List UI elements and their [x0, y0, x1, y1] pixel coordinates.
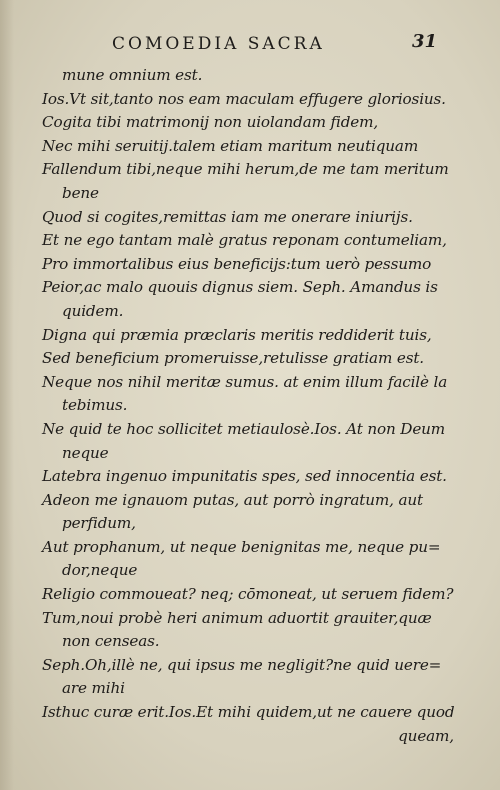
text-line: are mihi	[62, 679, 125, 698]
text-line: Tum,noui probè heri animum aduortit grauiter,quæ	[42, 608, 432, 627]
text-line: Religio commoueat? neq; cōmoneat, ut seruem fidem?	[42, 585, 454, 604]
text-line: neque	[62, 443, 109, 462]
text-line: perfidum,	[62, 514, 136, 533]
text-line: dor,neque	[62, 561, 138, 580]
text-line: Nec mihi seruitij.talem etiam maritum neutiquam	[42, 136, 419, 155]
text-line: Ne quid te hoc sollicitet metiaulosè.Ios. At non Deum	[42, 419, 446, 438]
text-line: Neque nos nihil meritæ sumus. at enim illum facilè la	[42, 372, 448, 391]
running-title: COMOEDIA SACRA	[112, 34, 325, 54]
text-block	[42, 64, 462, 748]
text-line: Cogita tibi matrimonij non uiolandam fidem,	[42, 113, 379, 132]
text-line: Latebra ingenuo impunitatis spes, sed innocentia est.	[42, 467, 447, 486]
page-gutter-shadow	[0, 0, 14, 790]
text-line: quidem.	[62, 301, 124, 320]
text-line: non censeas.	[62, 632, 160, 651]
page-number: 31	[412, 31, 438, 52]
text-line: Digna qui præmia præclaris meritis reddiderit tuis,	[42, 325, 432, 344]
text-line: Peior,ac malo quouis dignus siem. Seph. Amandus is	[42, 278, 438, 297]
text-line: Adeon me ignauom putas, aut porrò ingratum, aut	[42, 490, 423, 509]
text-line: Ios.Vt sit,tanto nos eam maculam effugere gloriosius.	[42, 89, 446, 108]
text-line: Pro immortalibus eius beneficijs:tum uerò pessumo	[42, 254, 432, 273]
text-line: Aut prophanum, ut neque benignitas me, neque pu=	[42, 537, 441, 556]
text-line: Fallendum tibi,neque mihi herum,de me tam meritum	[42, 160, 449, 179]
text-line: mune omnium est.	[62, 66, 203, 84]
text-line: queam,	[398, 726, 454, 745]
text-line: Seph.Oh,illè ne, qui ipsus me negligit?ne quid uere=	[42, 655, 442, 674]
text-line: Isthuc curæ erit.Ios.Et mihi quidem,ut ne cauere quod	[42, 703, 455, 722]
text-line: bene	[62, 183, 99, 202]
text-line: Sed beneficium promeruisse,retulisse gratiam est.	[42, 349, 424, 368]
text-line: tebimus.	[62, 396, 128, 415]
text-line: Et ne ego tantam malè gratus reponam contumeliam,	[42, 231, 447, 250]
text-line: Quod si cogites,remittas iam me onerare iniurijs.	[42, 207, 413, 226]
